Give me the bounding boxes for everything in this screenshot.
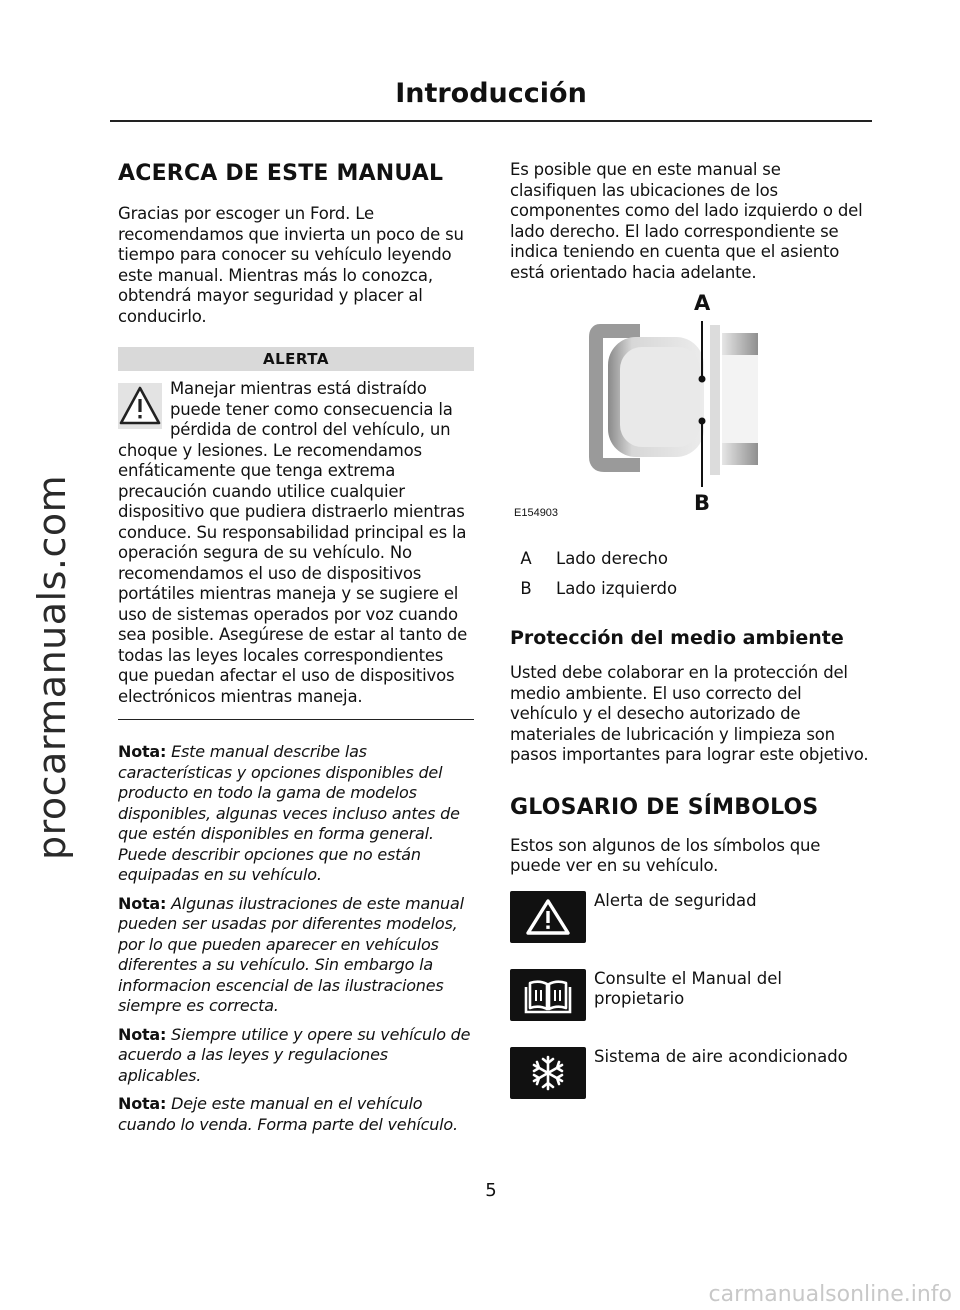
side-watermark: procarmanuals.com	[30, 474, 74, 860]
note-label: Nota:	[118, 742, 167, 761]
note-2	[118, 894, 474, 1017]
about-intro-text: Gracias por escoger un Ford. Le recomendamos que invierta un poco de su tiempo para conocer su vehículo leyendo este manual. Mientras más lo conozca, obtendrá mayor seguridad y placer al conducirlo.	[118, 204, 464, 326]
alert-divider	[118, 719, 474, 720]
legend-key: B	[520, 579, 532, 598]
legend-value: Lado derecho	[556, 549, 668, 568]
left-column	[118, 160, 474, 1135]
note-label: Nota:	[118, 1024, 167, 1044]
bottom-watermark: carmanualsonline.info	[708, 1282, 952, 1307]
legend-key: A	[520, 549, 532, 568]
symbol-row-safety-alert	[510, 891, 870, 955]
sides-intro-text: Es posible que en este manual se clasifiquen las ubicaciones de los componentes como del lado izquierdo o del lado derecho. El lado correspondiente se indica teniendo en cuenta que el asiento está orientado hacia adelante.	[510, 160, 863, 282]
page-number: 5	[485, 1180, 497, 1201]
diagram-label-b: B	[694, 491, 711, 515]
diagram-code: E154903	[514, 507, 559, 519]
note-text: Este manual describe las características y opciones disponibles del producto en todo la gama de modelos disponibles, algunas veces incluso antes de que estén disponibles en forma general. Puede describir opciones que no están equipadas en su vehículo.	[118, 742, 460, 884]
page-title: Introducción	[395, 78, 587, 109]
header-divider	[110, 120, 872, 122]
symbol-row-owners-manual	[510, 969, 870, 1033]
diagram-label-a: A	[694, 291, 711, 315]
seat-orientation-diagram	[510, 291, 870, 537]
environment-text: Usted debe colaborar en la protección del medio ambiente. El uso correcto del vehículo y el desecho autorizado de materiales de lubricación y limpieza son pasos importantes para lograr este objetivo.	[510, 663, 869, 764]
environment-heading: Protección del medio ambiente	[510, 627, 844, 649]
symbol-label: Sistema de aire acondicionado	[594, 1046, 848, 1066]
legend-row-b	[510, 579, 870, 599]
air-conditioning-icon	[510, 1047, 586, 1099]
note-text: Siempre utilice y opere su vehículo de acuerdo a las leyes y regulaciones aplicables.	[118, 1024, 471, 1085]
alert-text: Manejar mientras está distraído puede tener como consecuencia la pérdida de control del vehículo, un choque y lesiones. Le recomendamos enfáticamente que tenga extrema precaución cuando utilice cualquier dispositivo que pudiera distraerlo mientras conduce. Su responsabilidad principal es la operación segura de su vehículo. No recomendamos el uso de dispositivos portátiles mientras maneja y se sugiere el uso de sistemas operados por voz cuando sea posible. Asegúrese de estar al tanto de todas las leyes locales correspondientes que puedan afectar el uso de dispositivos electrónicos mientras maneja.	[118, 379, 468, 706]
note-text: Algunas ilustraciones de este manual pueden ser usadas por diferentes modelos, por lo que pueden aparecer en vehículos diferentes a su vehículo. Sin embargo la informacion escencial de las ilustraciones siempre es correcta.	[118, 893, 464, 1015]
glossary-heading: GLOSARIO DE SÍMBOLOS	[510, 794, 819, 820]
alert-block	[118, 379, 474, 707]
note-text: Deje este manual en el vehículo cuando lo venda. Forma parte del vehículo.	[118, 1094, 458, 1134]
safety-alert-icon	[510, 891, 586, 943]
legend-row-a	[510, 549, 870, 569]
right-column	[510, 160, 870, 1111]
symbol-label: Alerta de seguridad	[594, 890, 757, 910]
legend-value: Lado izquierdo	[556, 579, 678, 598]
owners-manual-icon	[510, 969, 586, 1021]
glossary-intro-text: Estos son algunos de los símbolos que puede ver en su vehículo.	[510, 835, 821, 875]
about-manual-heading: ACERCA DE ESTE MANUAL	[118, 161, 444, 186]
symbol-label: Consulte el Manual del propietario	[594, 968, 782, 1008]
note-label: Nota:	[118, 1094, 167, 1113]
note-3	[118, 1025, 474, 1087]
seat-top-view-illustration	[510, 297, 870, 537]
note-label: Nota:	[118, 893, 167, 913]
note-4	[118, 1094, 474, 1135]
note-1	[118, 742, 474, 886]
symbol-row-air-conditioning	[510, 1047, 870, 1111]
alert-banner: ALERTA	[118, 347, 474, 371]
warning-triangle-icon	[118, 383, 162, 429]
